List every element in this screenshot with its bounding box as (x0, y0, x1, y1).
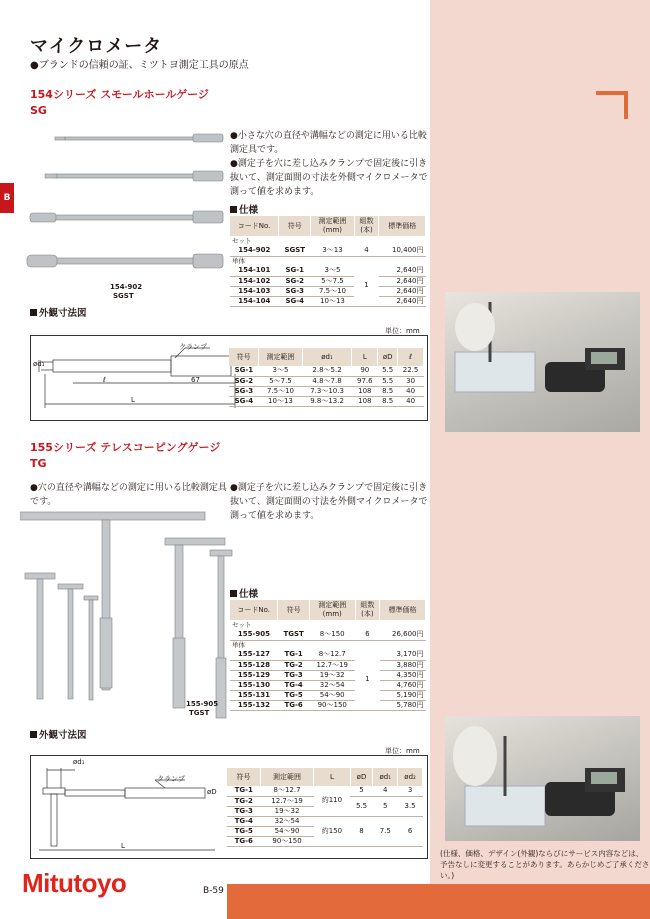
table-row: 155-132 TG-6 90〜150 5,780円 (230, 700, 426, 710)
footer-bar (227, 884, 650, 919)
table-row: TG-2 12.7〜19 5.5 5 3.5 (227, 796, 423, 806)
header-count: 組数 (本) (355, 600, 380, 620)
tg-dimension-drawing (35, 758, 235, 858)
tg-d1-label: ød₁ (73, 758, 85, 766)
tg-L-label: L (121, 842, 125, 850)
header-count: 組数 (本) (354, 216, 379, 236)
sg-unit-label: 単位：mm (385, 327, 420, 335)
table-row: セット (232, 620, 252, 629)
sg-series-title: 154シリーズ スモールホールゲージ (30, 88, 209, 101)
tg-description-2: ●測定子を穴に差し込みクランプで固定後に引き抜いて、測定面間の寸法を外側マイクロメータで測って値を求めます。 (230, 483, 428, 521)
sg-spec-header-row (230, 216, 426, 236)
tg-dim-header-row: 符号 測定範囲 L øD ød₁ ød₂ (227, 768, 423, 786)
table-row: SG-1 3〜5 2.8〜5.2 90 5.5 22.5 (229, 366, 424, 376)
table-row: 155-131 TG-5 54〜90 5,190円 (230, 690, 426, 700)
table-row: 154-104 SG-4 10〜13 2,640円 (230, 296, 426, 306)
sg-l-label: ℓ (103, 376, 106, 384)
table-row: TG-4 32〜54 約150 8 7.5 6 (227, 816, 423, 826)
sg-dimension-drawing (35, 338, 245, 418)
tg-spec-header-row (230, 600, 426, 620)
tg-clamp-label: クランプ (157, 775, 185, 783)
table-row: 154-102 SG-2 5〜7.5 2,640円 (230, 276, 426, 286)
tg-product-image (20, 508, 235, 728)
sg-image-label-set: SGST (113, 292, 134, 300)
table-row: セット (232, 236, 252, 245)
sg-image-label-code: 154-902 (110, 283, 143, 291)
sg-dimension-heading: 外観寸法図 (30, 305, 87, 319)
table-row: 154-902 SGST 3〜13 4 10,400円 (230, 246, 426, 256)
tg-code: TG (30, 457, 47, 470)
table-row: 155-127 TG-1 8〜12.7 1 3,170円 (230, 650, 426, 660)
section-tab: B (0, 183, 14, 213)
tg-image-label-code: 155-905 (186, 700, 219, 708)
sg-d1-label: ød₁ (33, 360, 45, 368)
sg-dimension-table (229, 348, 424, 407)
tg-spec-table (230, 600, 426, 711)
sg-spec-heading: 仕様 (230, 202, 258, 216)
tg-spec-heading: 仕様 (230, 586, 258, 600)
table-row: 155-129 TG-3 19〜32 4,350円 (230, 670, 426, 680)
disclaimer-note: (仕様、価格、デザイン(外観)ならびにサービス内容などは、 予告なしに変更することがあります。あらかじめご了承ください。) (440, 849, 650, 880)
table-row: 単体 (232, 256, 245, 265)
sg-dim-header-row: 符号 測定範囲 ød₁ L øD ℓ (229, 348, 424, 366)
sg-dimension-box (30, 335, 428, 421)
sg-spec-table (230, 216, 426, 307)
header-price: 標準価格 (380, 600, 426, 620)
page-number: B-59 (203, 886, 224, 896)
table-row: 154-101 SG-1 3〜5 1 2,640円 (230, 266, 426, 276)
page-subtitle: ●ブランドの信頼の証、ミツトヨ測定工具の原点 (30, 60, 249, 71)
sg-code: SG (30, 104, 47, 117)
table-row: 155-128 TG-2 12.7〜19 3,880円 (230, 660, 426, 670)
tg-dimension-table (227, 768, 423, 847)
table-row: 155-905 TGST 8〜150 6 26,600円 (230, 630, 426, 640)
sg-product-image (25, 128, 225, 278)
sg-usage-photo (445, 292, 640, 432)
header-symbol: 符号 (278, 600, 309, 620)
table-row: TG-1 8〜12.7 約110 5 4 3 (227, 786, 423, 796)
tg-dimension-box (30, 755, 428, 859)
sg-description-2: ●測定子を穴に差し込みクランプで固定後に引き抜いて、測定面間の寸法を外側マイクロメータで測って値を求めます。 (230, 159, 428, 197)
header-code: コードNo. (230, 216, 279, 236)
tg-dimension-heading: 外観寸法図 (30, 727, 87, 741)
tg-d-label: øD (207, 788, 217, 796)
table-row: SG-2 5〜7.5 4.8〜7.8 97.6 5.5 30 (229, 376, 424, 386)
header-code: コードNo. (230, 600, 278, 620)
tg-image-label-set: TGST (189, 709, 210, 717)
sg-description-1: ●小さな穴の直径や溝幅などの測定に用いる比較測定具です。 (230, 131, 427, 155)
header-price: 標準価格 (379, 216, 426, 236)
tg-usage-photo (445, 716, 640, 841)
tg-unit-label: 単位：mm (385, 747, 420, 755)
sg-L-label: L (131, 396, 135, 404)
header-range: 測定範囲 (mm) (309, 600, 355, 620)
header-symbol: 符号 (279, 216, 311, 236)
tg-series-title: 155シリーズ テレスコーピングゲージ (30, 441, 221, 454)
table-row: 155-130 TG-4 32〜54 4,760円 (230, 680, 426, 690)
table-row: 154-103 SG-3 7.5〜10 2,640円 (230, 286, 426, 296)
sg-67-label: 67 (191, 376, 200, 384)
table-row: SG-3 7.5〜10 7.3〜10.3 108 8.5 40 (229, 386, 424, 396)
table-row: TG-6 90〜150 (227, 836, 423, 846)
tg-description-1: ●穴の直径や溝幅などの測定に用いる比較測定具です。 (30, 483, 227, 507)
table-row: TG-5 54〜90 (227, 826, 423, 836)
table-row: SG-4 10〜13 9.8〜13.2 108 8.5 40 (229, 396, 424, 406)
corner-bracket-decoration (596, 91, 628, 119)
brand-logo: Mitutoyo (22, 868, 127, 898)
sg-clamp-label: クランプ (179, 343, 207, 351)
header-range: 測定範囲 (mm) (311, 216, 354, 236)
table-row: TG-3 19〜32 (227, 806, 423, 816)
table-row: 単体 (232, 640, 245, 649)
page-title: マイクロメータ (30, 36, 163, 57)
